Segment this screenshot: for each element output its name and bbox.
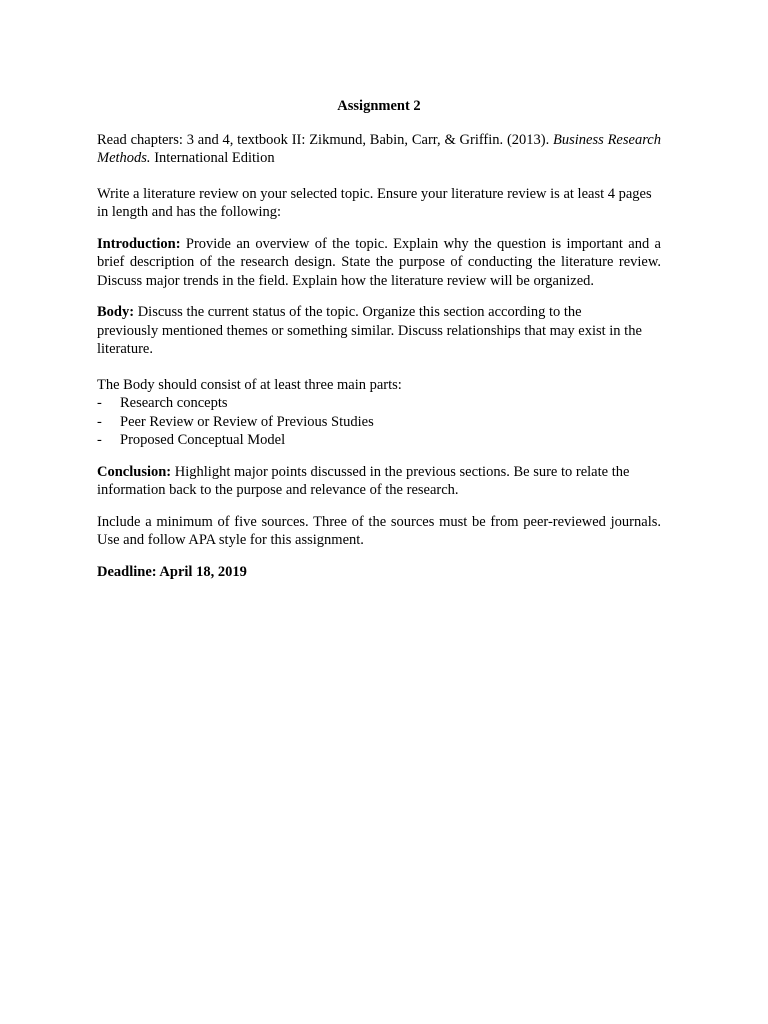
book-title: Business Research Methods.: [97, 131, 661, 166]
list-item: [97, 394, 661, 413]
instruction-paragraph: Write a literature review on your selected topic. Ensure your literature review is at least 4 pages in length and has the following:: [97, 185, 652, 220]
list-bullet: -: [97, 413, 102, 430]
introduction-label: Introduction:: [97, 235, 181, 252]
body-label: Body:: [97, 304, 135, 320]
list-bullet: -: [97, 432, 102, 448]
reading-paragraph: [97, 131, 661, 168]
list-item-text: Peer Review or Review of Previous Studies: [120, 413, 374, 430]
sources-paragraph: Include a minimum of five sources. Three of the sources must be from peer-reviewed journals. Use and follow APA style for this assignment.: [97, 513, 661, 548]
body-parts-intro: The Body should consist of at least three main parts:: [97, 376, 402, 393]
body-paragraph: [97, 303, 661, 359]
introduction-paragraph: [97, 235, 661, 291]
reading-prefix: Read chapters: 3 and 4, textbook II: Zikmund, Babin, Carr, & Griffin. (2013).: [97, 131, 554, 148]
list-item: [97, 413, 661, 432]
conclusion-text: Highlight major points discussed in the previous sections. Be sure to relate the information back to the purpose and relevance of the research.: [97, 463, 630, 498]
list-item-text: Proposed Conceptual Model: [120, 432, 286, 448]
list-item: [97, 431, 661, 450]
list-bullet: -: [97, 395, 102, 411]
conclusion-label: Conclusion:: [97, 463, 172, 480]
deadline-text: Deadline: April 18, 2019: [97, 563, 247, 580]
document-body: [97, 97, 661, 581]
body-text: Discuss the current status of the topic. Organize this section according to the previously mentioned themes or something similar. Discuss relationships that may exist in the literature.: [97, 304, 642, 357]
reading-suffix: International Edition: [150, 150, 275, 166]
document-title: Assignment 2: [337, 98, 421, 114]
body-parts-list: [97, 394, 661, 450]
introduction-text: Provide an overview of the topic. Explain why the question is important and a brief description of the research design. State the purpose of conducting the literature review. Discuss major trends in the field. Explain how the literature review will be organized.: [97, 235, 661, 289]
list-item-text: Research concepts: [120, 395, 228, 411]
conclusion-paragraph: [97, 463, 661, 500]
